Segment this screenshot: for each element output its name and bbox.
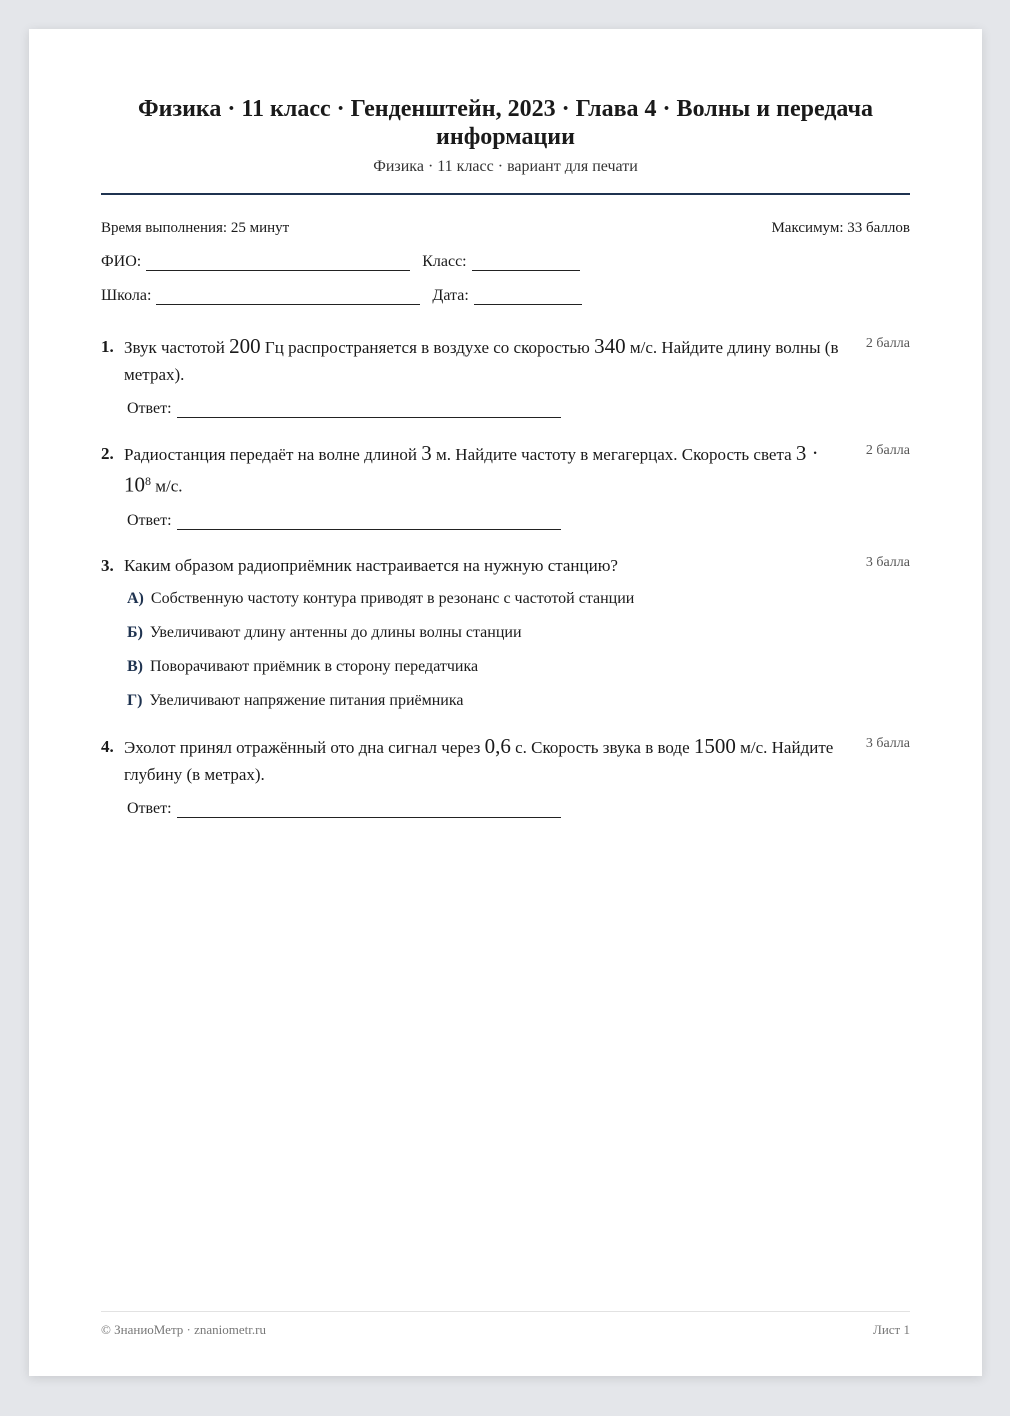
school-label: Школа: bbox=[101, 287, 152, 304]
page-content bbox=[101, 29, 910, 1376]
option-text: Увеличивают напряжение питания приёмника bbox=[149, 691, 464, 709]
answer-label: Ответ: bbox=[127, 400, 172, 417]
question-4 bbox=[101, 733, 910, 818]
school-field[interactable] bbox=[156, 290, 420, 305]
answer-row bbox=[127, 800, 910, 818]
question-1 bbox=[101, 333, 910, 418]
question-number: 3. bbox=[101, 555, 114, 575]
question-points: 2 балла bbox=[865, 443, 910, 458]
class-field[interactable] bbox=[472, 256, 580, 271]
question-number: 1. bbox=[101, 337, 114, 356]
answer-field[interactable] bbox=[177, 803, 561, 818]
question-text: Радиостанция передаёт на волне длиной 3 м. Найдите частоту в мегагерцах. Скорость света $3 \cdot 10^8$ м/с. bbox=[124, 441, 819, 497]
date-field[interactable] bbox=[474, 290, 582, 305]
option-b[interactable] bbox=[127, 623, 910, 643]
question-text: Эхолот принял отражённый ото дна сигнал через 0,6 с. Скорость звука в воде 1500 м/с. Найдите глубину (в метрах). bbox=[124, 733, 834, 784]
option-letter: В) bbox=[127, 657, 143, 675]
class-label: Класс: bbox=[422, 253, 467, 270]
question-2 bbox=[101, 440, 910, 530]
question-text: Каким образом радиоприёмник настраивается на нужную станцию? bbox=[124, 555, 618, 575]
answer-label: Ответ: bbox=[127, 511, 172, 529]
worksheet-page bbox=[29, 29, 982, 1376]
option-text: Собственную частоту контура приводят в резонанс с частотой станции bbox=[150, 589, 635, 607]
question-number: 4. bbox=[101, 736, 114, 756]
fio-field[interactable] bbox=[146, 256, 410, 271]
question-3 bbox=[101, 552, 910, 711]
option-letter: Б) bbox=[127, 623, 143, 641]
max-score: Максимум: 33 баллов bbox=[771, 220, 910, 236]
option-c[interactable] bbox=[127, 657, 910, 677]
option-letter: А) bbox=[127, 589, 144, 607]
question-points: 3 балла bbox=[865, 735, 910, 751]
fio-class-row bbox=[101, 252, 910, 271]
answer-field[interactable] bbox=[177, 515, 561, 530]
questions-list bbox=[101, 333, 910, 818]
fio-label: ФИО: bbox=[101, 253, 142, 270]
answer-row bbox=[127, 512, 910, 530]
option-a[interactable] bbox=[127, 589, 910, 609]
meta-row bbox=[101, 220, 910, 237]
option-letter: Г) bbox=[127, 691, 143, 709]
answer-row bbox=[127, 400, 910, 418]
school-date-row bbox=[101, 286, 910, 305]
question-points: 2 балла bbox=[865, 336, 910, 351]
title-divider bbox=[101, 193, 910, 195]
page-footer bbox=[101, 1311, 910, 1338]
time-limit: Время выполнения: 25 минут bbox=[101, 220, 290, 236]
date-label: Дата: bbox=[432, 287, 469, 304]
page-title: Физика · 11 класс · Генденштейн, 2023 · Глава 4 · Волны и передача информации bbox=[138, 96, 873, 150]
answer-options bbox=[127, 589, 910, 711]
answer-field[interactable] bbox=[177, 403, 561, 418]
question-text: Звук частотой 200 Гц распространяется в воздухе со скоростью 340 м/с. Найдите длину волны (в метрах). bbox=[124, 334, 839, 384]
option-d[interactable] bbox=[127, 691, 910, 711]
option-text: Увеличивают длину антенны до длины волны станции bbox=[149, 623, 522, 641]
footer-copyright: © ЗнаниоМетр · znaniometr.ru bbox=[101, 1322, 266, 1337]
page-number: Лист 1 bbox=[873, 1322, 910, 1337]
page-subtitle: Физика · 11 класс · вариант для печати bbox=[373, 158, 638, 175]
question-points: 3 балла bbox=[865, 554, 910, 570]
answer-label: Ответ: bbox=[127, 799, 172, 817]
option-text: Поворачивают приёмник в сторону передатчика bbox=[150, 657, 479, 675]
question-number: 2. bbox=[101, 444, 114, 463]
